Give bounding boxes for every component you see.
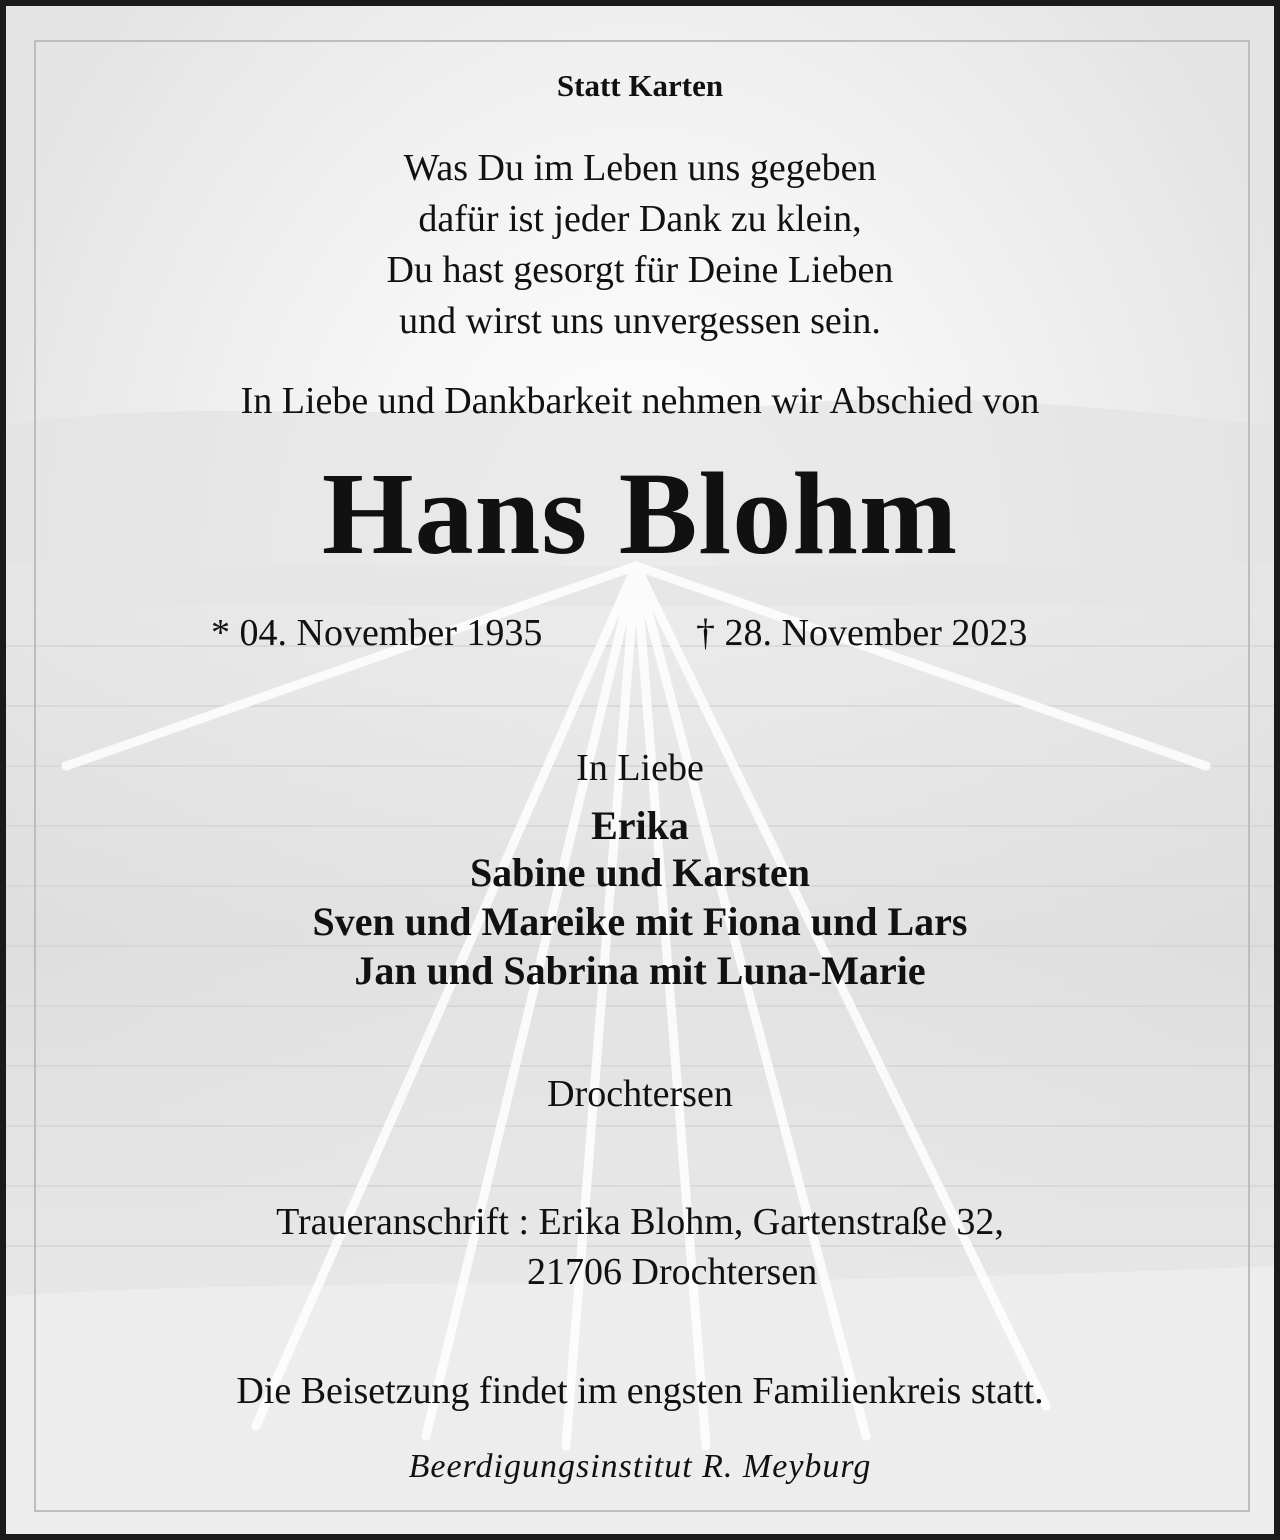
address-line-2-text: 21706 Drochtersen — [527, 1251, 818, 1293]
mourners-intro: In Liebe — [576, 747, 704, 789]
birth-date: * 04. November 1935 — [211, 612, 543, 654]
poem-line-1: Was Du im Leben uns gegeben — [403, 147, 877, 189]
poem-line-4: und wirst uns unvergessen sein. — [399, 300, 881, 342]
notice-content — [6, 6, 1274, 1534]
mourner-name: Jan und Sabrina mit Luna-Marie — [354, 948, 926, 993]
farewell-intro: In Liebe und Dankbarkeit nehmen wir Abschied von — [240, 380, 1040, 422]
burial-note: Die Beisetzung findet im engsten Familienkreis statt. — [236, 1370, 1044, 1412]
mourner-name: Erika — [591, 803, 689, 848]
poem-line-2: dafür ist jeder Dank zu klein, — [418, 198, 862, 240]
mourner-name: Sven und Mareike mit Fiona und Lars — [312, 899, 968, 944]
address-line-1: Traueranschrift : Erika Blohm, Gartenstraße 32, — [276, 1201, 1004, 1243]
poem-line-3: Du hast gesorgt für Deine Lieben — [386, 249, 894, 291]
statt-karten-heading: Statt Karten — [556, 68, 724, 103]
mourner-name: Sabine und Karsten — [469, 850, 811, 895]
mourners-place: Drochtersen — [547, 1073, 733, 1115]
death-date: † 28. November 2023 — [696, 612, 1028, 654]
deceased-name: Hans Blohm — [321, 448, 959, 579]
undertaker-signature: Beerdigungsinstitut R. Meyburg — [408, 1448, 872, 1485]
